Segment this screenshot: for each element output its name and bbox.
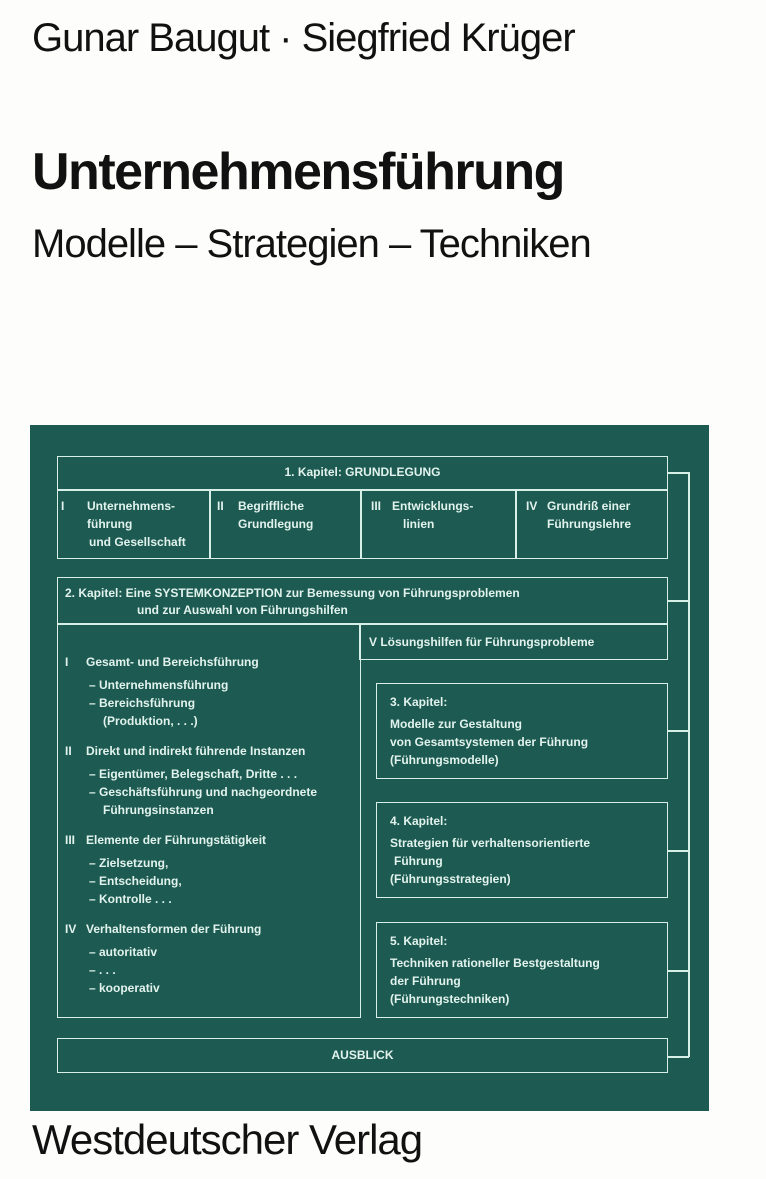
part-num: III [371,499,382,513]
section-label: Gesamt- und Bereichsführung [86,655,259,669]
section-item: – . . . [89,963,116,977]
chapter-3-heading: 3. Kapitel: [390,695,448,709]
section-num: IV [65,922,77,936]
authors: Gunar Baugut · Siegfried Krüger [32,16,575,60]
connector [668,472,689,474]
section-item: (Produktion, . . .) [103,714,198,728]
section-num: I [65,655,69,669]
part-num: II [217,499,224,513]
section-label: Elemente der Führungstätigkeit [86,833,267,847]
connector [668,970,689,972]
section-item: – Geschäftsführung und nachgeordnete [89,785,318,799]
chapter-5-heading: 5. Kapitel: [390,934,448,948]
chapter-line: Führung [394,854,443,868]
section-label: Verhaltensformen der Führung [86,922,262,936]
book-subtitle: Modelle – Strategien – Techniken [32,222,591,266]
section-item: – kooperativ [89,981,160,995]
chapter-line: von Gesamtsystemen der Führung [390,735,589,749]
connector [668,600,689,602]
chapter-line: der Führung [390,974,461,988]
chapter-line: (Führungsstrategien) [390,872,511,886]
chapter-4-heading: 4. Kapitel: [390,814,448,828]
part-line: Unternehmens- [87,499,176,513]
connector [668,730,689,732]
part-line: Führungslehre [547,517,632,531]
section-label: Direkt und indirekt führende Instanzen [86,744,306,758]
part-num: IV [526,499,538,513]
chapter-line: Strategien für verhaltensorientierte [390,836,591,850]
chapter-line: Modelle zur Gestaltung [390,717,523,731]
section-item: – Zielsetzung, [89,856,169,870]
connector [668,850,689,852]
chapter-line: (Führungsmodelle) [390,753,499,767]
part-num: I [61,499,65,513]
section-item: – Bereichsführung [89,696,196,710]
section-item: – Kontrolle . . . [89,892,172,906]
divider [209,489,211,559]
chapter-2-heading: 2. Kapitel: Eine SYSTEMKONZEPTION zur Bemessung von Führungsproblemen [65,586,520,600]
section-num: II [65,744,72,758]
chapter-line: Techniken rationeller Bestgestaltung [390,956,600,970]
part-line: Begriffliche [238,499,305,513]
chapter-2-heading: und zur Auswahl von Führungshilfen [137,603,348,617]
section-item: – Eigentümer, Belegschaft, Dritte . . . [89,767,298,781]
part-line: Entwicklungs- [392,499,474,513]
section-item: Führungsinstanzen [103,803,214,817]
section-num: III [65,833,76,847]
chapter-line: (Führungstechniken) [390,992,510,1006]
divider [57,489,668,491]
section-item: – Entscheidung, [89,874,182,888]
divider [515,489,517,559]
book-title: Unternehmensführung [32,143,564,201]
connector [668,1056,689,1058]
part-line: Grundriß einer [547,499,631,513]
part-line: Grundlegung [238,517,314,531]
part-line: linien [403,517,435,531]
section-item: – Unternehmensführung [89,678,229,692]
chapter-1-heading: 1. Kapitel: GRUNDLEGUNG [284,465,441,479]
structure-diagram [30,425,709,1111]
outlook-label: AUSBLICK [331,1048,394,1062]
section-item: – autoritativ [89,945,158,959]
part-line: und Gesellschaft [89,535,186,549]
part-line: führung [87,517,133,531]
publisher: Westdeutscher Verlag [32,1116,423,1163]
solutions-heading: V Lösungshilfen für Führungsprobleme [369,635,595,649]
divider [360,489,362,559]
